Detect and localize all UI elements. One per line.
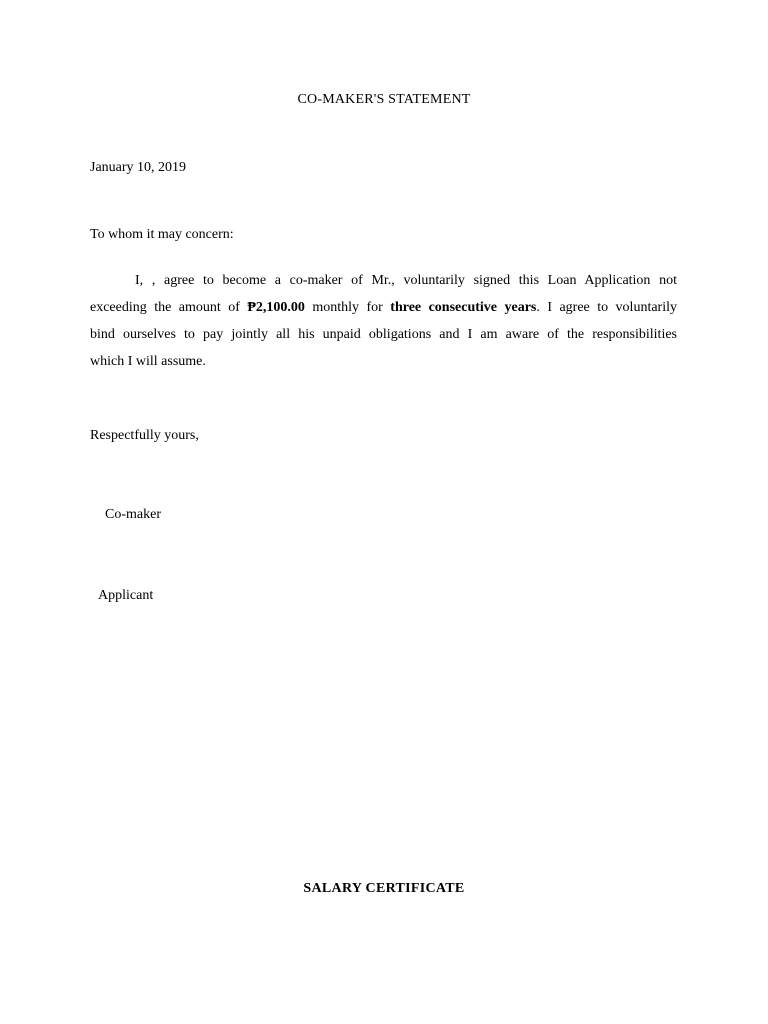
body-line-2 — [90, 294, 677, 321]
letter-date: January 10, 2019 — [90, 160, 187, 175]
loan-amount: ₱2,100.00 — [247, 300, 305, 315]
applicant-signature-label: Applicant — [98, 588, 154, 603]
body-line-3 — [90, 321, 677, 348]
body-line-4 — [90, 348, 677, 375]
body-text: which I will assume. — [90, 354, 206, 369]
section-title: SALARY CERTIFICATE — [303, 881, 465, 896]
page-title: CO-MAKER'S STATEMENT — [297, 92, 471, 107]
statement-body — [90, 267, 677, 375]
body-text: . I agree to voluntarily — [536, 300, 677, 315]
body-text: I, , agree to become a co-maker of Mr., voluntarily signed this Loan Application not — [135, 273, 677, 288]
closing: Respectfully yours, — [90, 428, 199, 443]
body-text: exceeding the amount of — [90, 300, 248, 315]
comaker-signature-label: Co-maker — [105, 507, 161, 522]
body-line-1 — [90, 267, 677, 294]
salutation: To whom it may concern: — [90, 227, 234, 242]
body-text: bind ourselves to pay jointly all his unpaid obligations and I am aware of the responsibilities — [90, 327, 677, 342]
loan-term: three consecutive years — [390, 300, 537, 315]
body-text: monthly for — [304, 300, 391, 315]
